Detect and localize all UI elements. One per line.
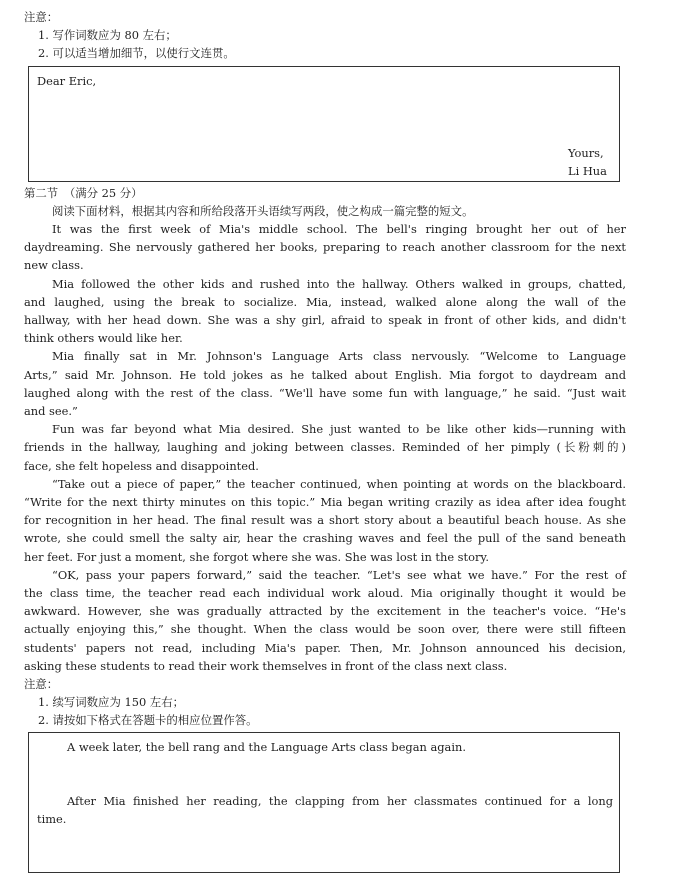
passage-line: and laughed, using the break to socialize. Mia, instead, walked alone along the wall of the: [24, 294, 626, 309]
passage-line: hallway, with her head down. She was a shy girl, afraid to speak in front of other kids, and didn't: [24, 313, 626, 328]
continuation-opening-para2-end: time.: [37, 812, 67, 826]
passage: [24, 220, 626, 675]
passage-line: awkward. However, she was gradually attracted by the excitement in the teacher's voice. “He's: [24, 604, 626, 619]
continuation-opening-para1: A week later, the bell rang and the Language Arts class began again.: [67, 740, 466, 754]
passage-line-last: asking these students to read their work themselves in front of the class next class.: [24, 658, 508, 673]
letter-greeting: Dear Eric,: [37, 74, 97, 88]
passage-line: “Take out a piece of paper,” the teacher continued, when pointing at words on the blackboard.: [52, 476, 626, 491]
passage-line: daydreaming. She nervously gathered her books, preparing to reach another classroom for the next: [24, 240, 626, 255]
continuation-opening-para2: After Mia finished her reading, the clapping from her classmates continued for a long: [67, 794, 613, 808]
letter-writing-box[interactable]: [28, 66, 620, 182]
passage-line: wrote, she could smell the salty air, hear the crashing waves and feel the pull of the sand beneath: [24, 531, 626, 546]
passage-line-last: think others would like her.: [24, 331, 183, 346]
passage-paragraph: [24, 566, 626, 675]
passage-line-last: new class.: [24, 258, 84, 273]
note-item: 1. 续写词数应为 150 左右；: [38, 695, 184, 709]
passage-line: actually enjoying this,” she thought. When the class would be soon over, there were still fifteen: [24, 622, 626, 637]
passage-line: for recognition in her head. The final result was a short story about a beautiful beach house. As she: [24, 513, 626, 528]
passage-paragraph: [24, 347, 626, 420]
note-title: 注意：: [24, 10, 59, 24]
passage-line: Mia followed the other kids and rushed into the hallway. Others walked in groups, chatted,: [52, 276, 626, 291]
passage-line-last: her feet. For just a moment, she forgot where she was. She was lost in the story.: [24, 549, 489, 564]
letter-signature: Li Hua: [568, 164, 607, 178]
note-title: 注意：: [24, 677, 59, 691]
passage-line: “OK, pass your papers forward,” said the teacher. “Let's see what we have.” For the rest of: [52, 567, 626, 582]
passage-line: laughed along with the rest of the class. “We'll have some fun with language,” he said. “Just wait: [24, 385, 626, 400]
passage-paragraph: [24, 475, 626, 566]
passage-line: the class time, the teacher read each individual work aloud. Mia originally thought it would be: [24, 586, 626, 601]
passage-paragraph: [24, 420, 626, 475]
letter-closing: Yours,: [568, 146, 604, 160]
passage-line: Mia finally sat in Mr. Johnson's Language Arts class nervously. “Welcome to Language: [52, 349, 626, 364]
passage-line: It was the first week of Mia's middle school. The bell's ringing brought her out of her: [52, 222, 626, 236]
passage-line: Arts,” said Mr. Johnson. He told jokes as he talked about English. Mia forgot to daydream and: [24, 367, 626, 382]
note-item: 1. 写作词数应为 80 左右；: [38, 28, 177, 42]
note-item: 2. 可以适当增加细节，以使行文连贯。: [38, 46, 235, 60]
passage-paragraph: [24, 275, 626, 348]
passage-line: students' papers not read, including Mia's paper. Then, Mr. Johnson announced his decision,: [24, 640, 626, 655]
continuation-writing-box[interactable]: [28, 732, 620, 873]
passage-line-last: face, she felt hopeless and disappointed.: [24, 458, 259, 473]
passage-paragraph: [24, 220, 626, 275]
section-instruction: 阅读下面材料，根据其内容和所给段落开头语续写两段，使之构成一篇完整的短文。: [52, 204, 474, 218]
passage-line: Fun was far beyond what Mia desired. She just wanted to be like other kids—running with: [52, 422, 626, 437]
note-item: 2. 请按如下格式在答题卡的相应位置作答。: [38, 713, 258, 727]
passage-line: friends in the hallway, laughing and joking between classes. Reminded of her pimply (长粉刺的): [24, 440, 626, 455]
passage-line-last: and see.”: [24, 404, 78, 419]
passage-line: “Write for the next thirty minutes on this topic.” Mia began writing crazily as idea after idea fought: [24, 495, 626, 510]
section-heading: 第二节 （满分 25 分）: [24, 186, 143, 200]
